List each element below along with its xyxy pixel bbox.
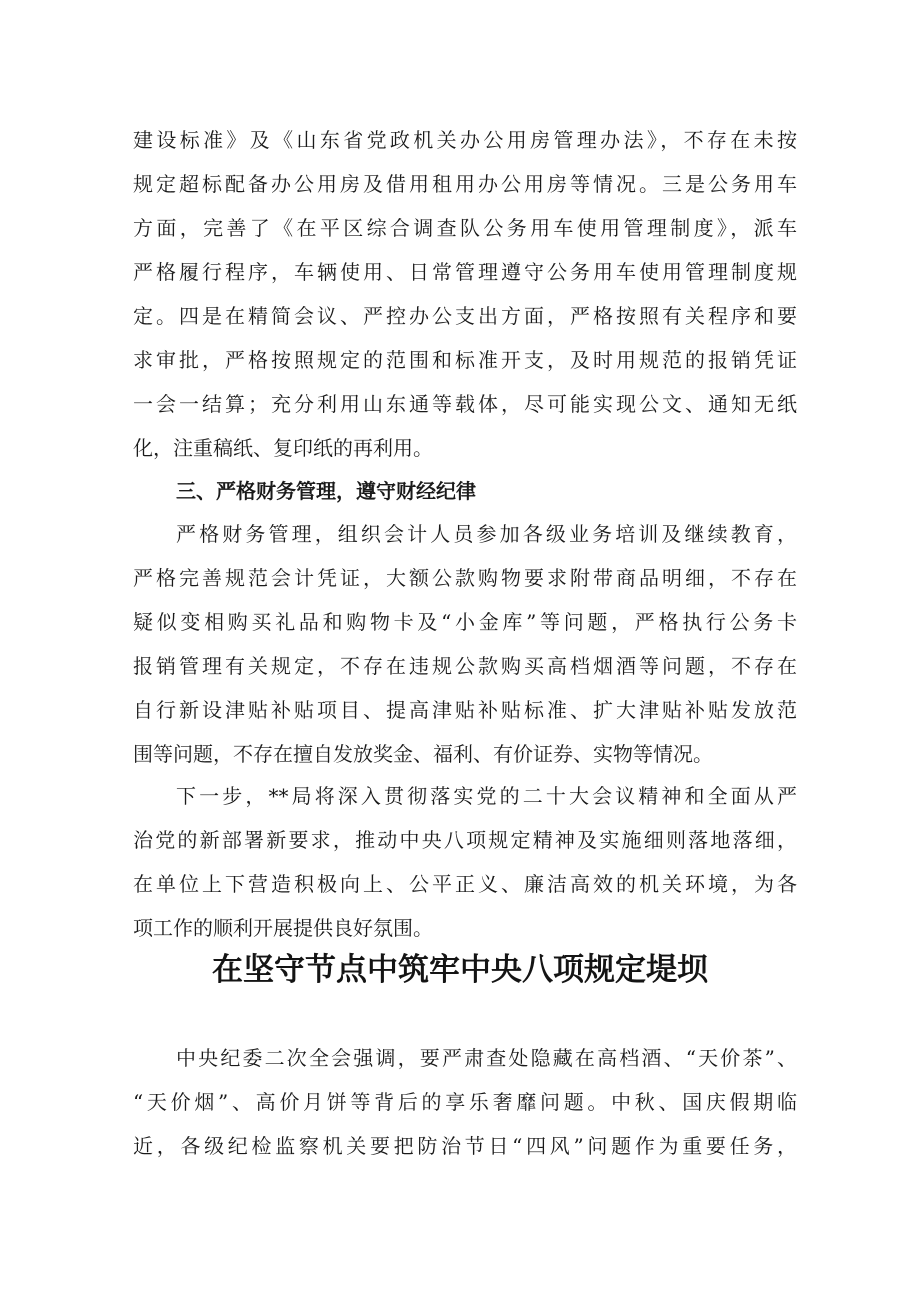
- paragraph-line: 中央纪委二次全会强调，要严肃查处隐藏在高档酒、“天价茶”、: [176, 1046, 797, 1070]
- article-title: 在坚守节点中筑牢中央八项规定堤坝: [212, 952, 708, 988]
- paragraph-line: 严格履行程序，车辆使用、日常管理遵守公务用车使用管理制度规: [133, 260, 797, 284]
- paragraph-line: 在单位上下营造积极向上、公平正义、廉洁高效的机关环境，为各: [133, 872, 797, 896]
- paragraph-line: 一会一结算；充分利用山东通等载体，尽可能实现公文、通知无纸: [133, 392, 797, 416]
- paragraph-line: 严格财务管理，组织会计人员参加各级业务培训及继续教育，: [176, 522, 797, 546]
- paragraph-line: 方面，完善了《在平区综合调查队公务用车使用管理制度》，派车: [133, 216, 797, 240]
- paragraph-line: 下一步，**局将深入贯彻落实党的二十大会议精神和全面从严: [176, 784, 797, 808]
- paragraph-line: 项工作的顺利开展提供良好氛围。: [133, 916, 433, 940]
- paragraph-line: 规定超标配备办公用房及借用租用办公用房等情况。三是公务用车: [133, 172, 797, 196]
- paragraph-line: 定。四是在精简会议、严控办公支出方面，严格按照有关程序和要: [133, 304, 797, 328]
- paragraph-line: 近，各级纪检监察机关要把防治节日“四风”问题作为重要任务，: [133, 1134, 797, 1158]
- paragraph-line: “天价烟”、高价月饼等背后的享乐奢靡问题。中秋、国庆假期临: [133, 1090, 797, 1114]
- paragraph-line: 自行新设津贴补贴项目、提高津贴补贴标准、扩大津贴补贴发放范: [133, 698, 797, 722]
- section-heading: 三、严格财务管理，遵守财经纪律: [176, 479, 476, 503]
- paragraph-line: 围等问题，不存在擅自发放奖金、福利、有价证券、实物等情况。: [133, 742, 713, 766]
- paragraph-line: 求审批，严格按照规定的范围和标准开支，及时用规范的报销凭证: [133, 348, 797, 372]
- paragraph-line: 化，注重稿纸、复印纸的再利用。: [133, 436, 433, 460]
- paragraph-line: 疑似变相购买礼品和购物卡及“小金库”等问题，严格执行公务卡: [133, 610, 797, 634]
- paragraph-line: 治党的新部署新要求，推动中央八项规定精神及实施细则落地落细，: [133, 828, 797, 852]
- paragraph-line: 严格完善规范会计凭证，大额公款购物要求附带商品明细，不存在: [133, 566, 797, 590]
- paragraph-line: 建设标准》及《山东省党政机关办公用房管理办法》，不存在未按: [133, 128, 797, 152]
- paragraph-line: 报销管理有关规定，不存在违规公款购买高档烟酒等问题，不存在: [133, 654, 797, 678]
